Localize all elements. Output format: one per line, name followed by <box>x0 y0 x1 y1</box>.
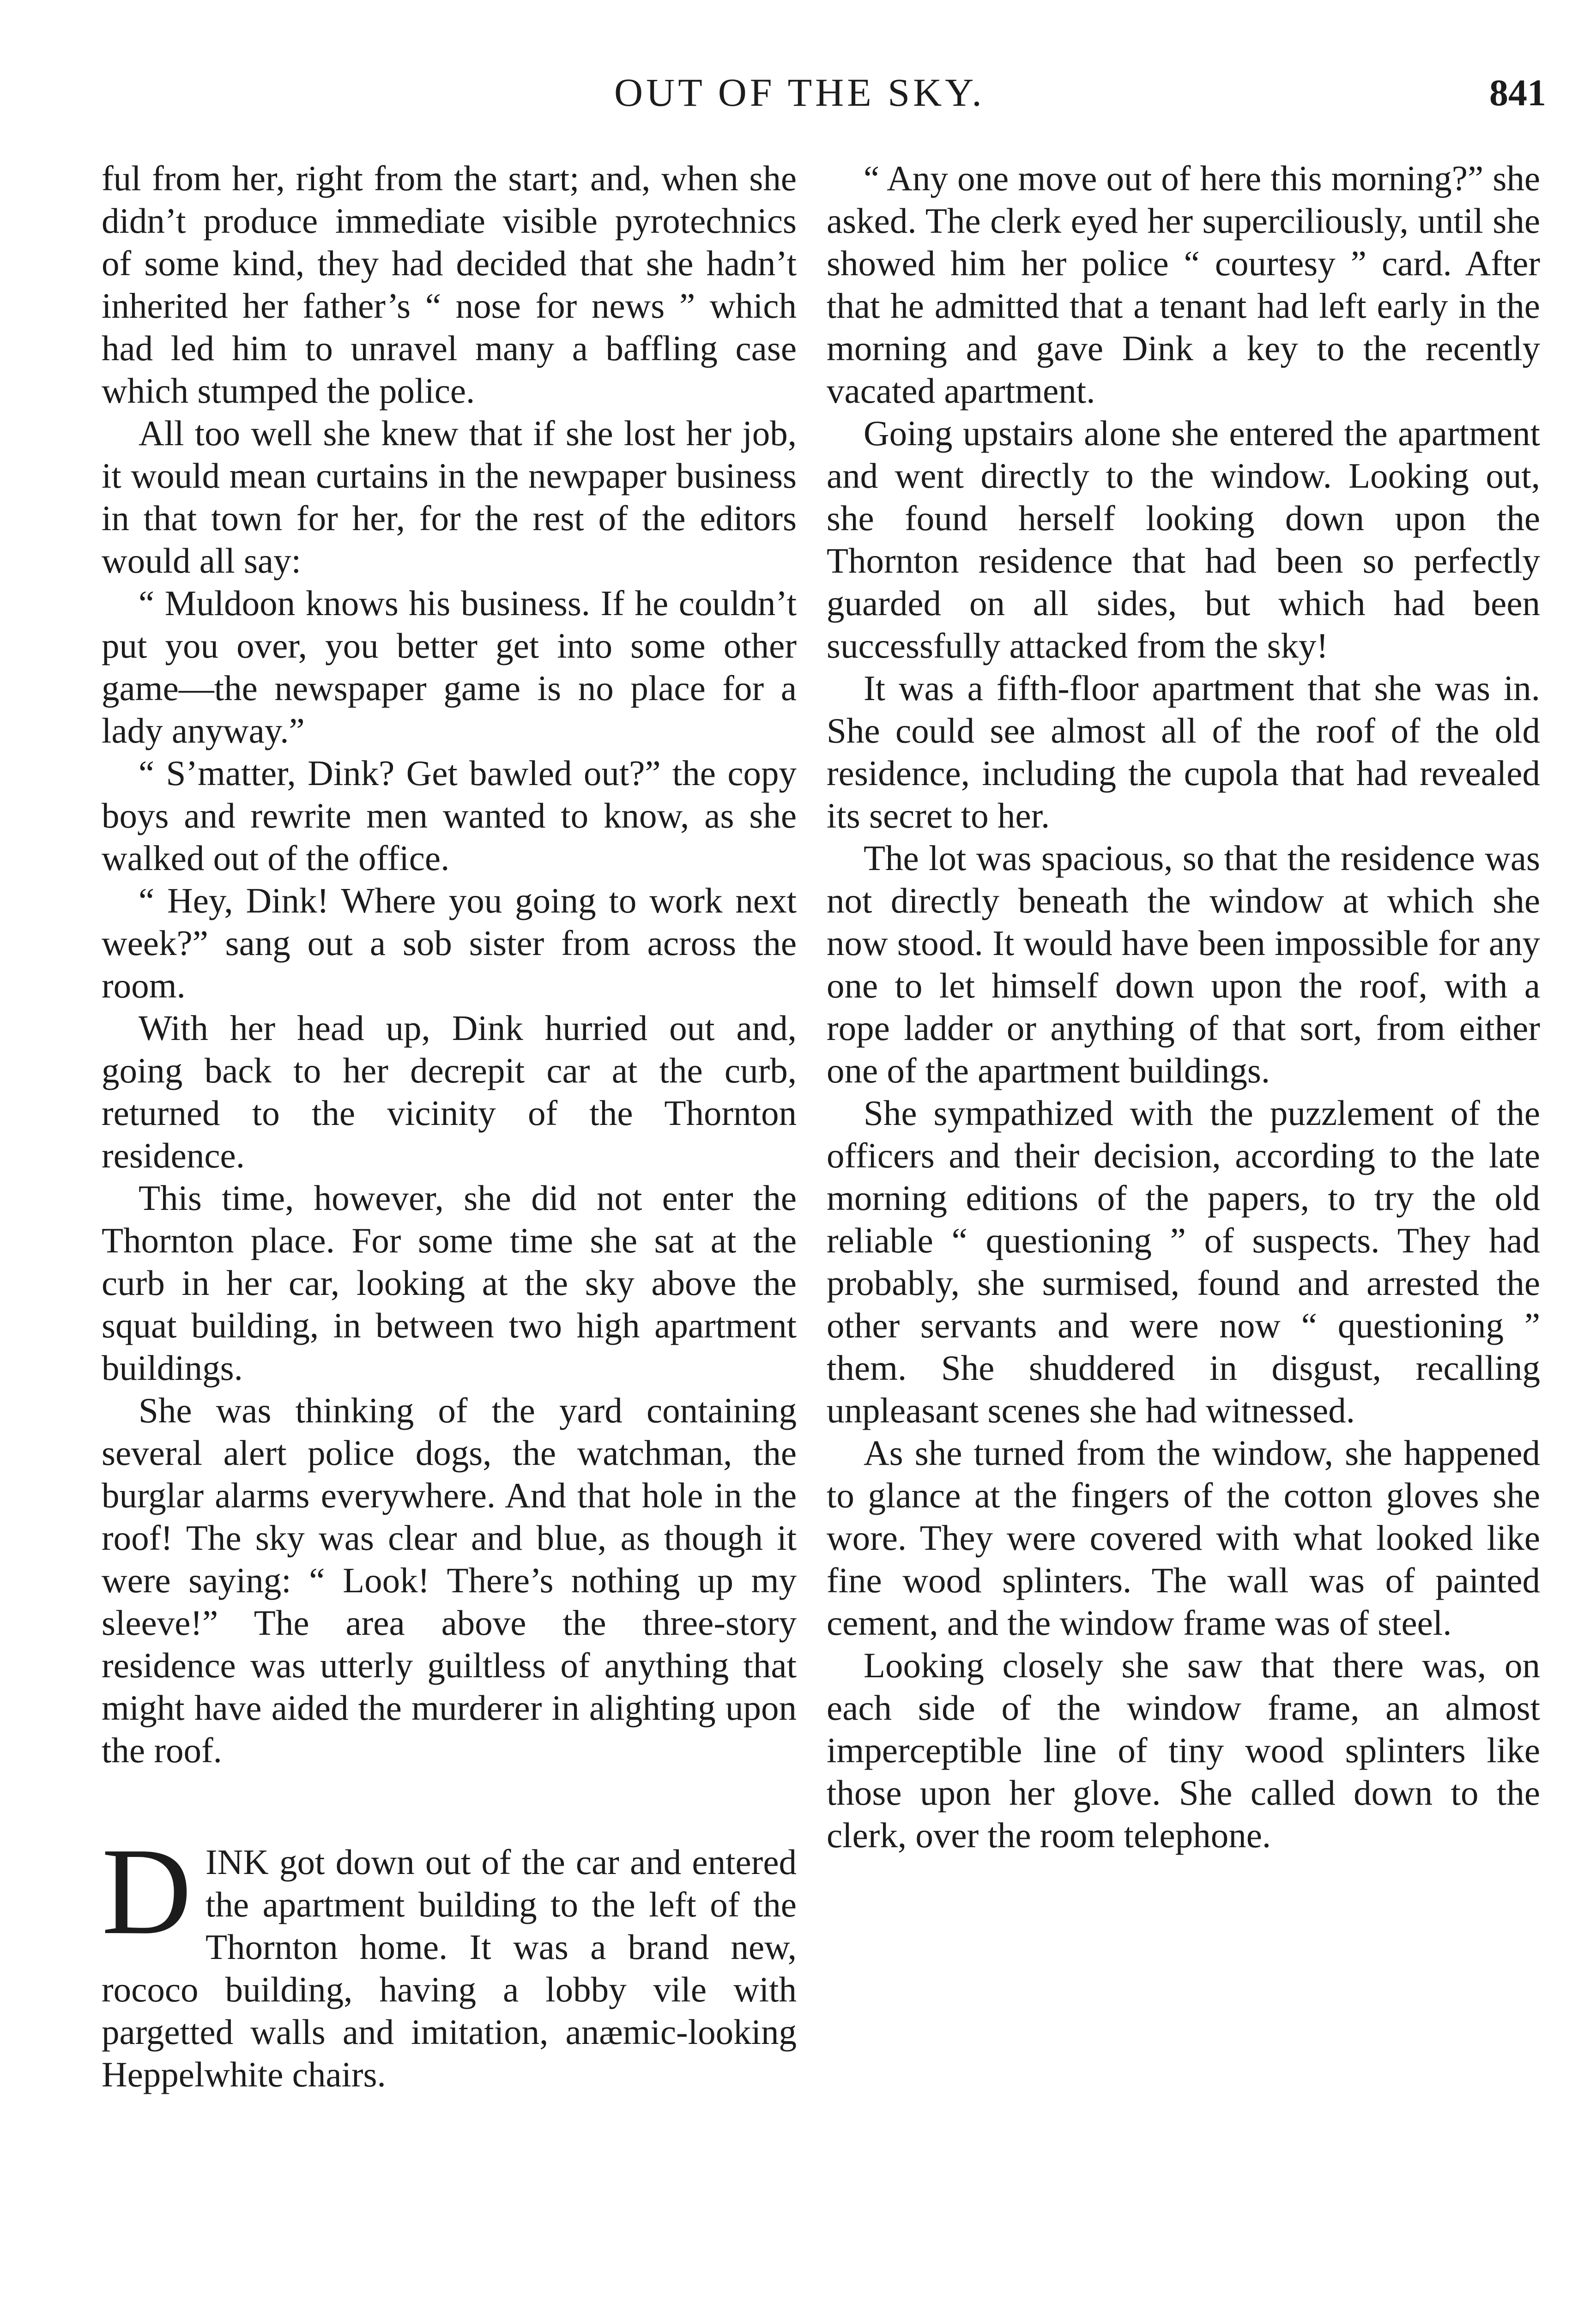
paragraph: She was thinking of the yard containing several alert police dogs, the watchman, the burglar alarms everywhere. And that hole in the roof! The sky was clear and blue, as though it were saying: “ Look! There’s nothing up my sleeve!” The area above the three-story residence was utterly guiltless of anything that might have aided the murderer in alighting upon the roof. <box>102 1390 797 1770</box>
paragraph: She sympathized with the puzzlement of the officers and their decision, according to the late morning editions of the papers, to try the old reliable “ questioning ” of suspects. They had probably, she surmised, found and arrested the other servants and were now “ questioning ” them. She shuddered in disgust, recalling unpleasant scenes she had witnessed. <box>827 1093 1540 1430</box>
paragraph-text: INK got down out of the car and entered the apartment building to the left of the Thornton home. It was a brand new, rococo building, having a lobby vile with pargetted walls and imitation, anæmic-looking Heppelwhite chairs. <box>102 1842 797 2094</box>
paragraph: With her head up, Dink hurried out and, going back to her decrepit car at the curb, returned to the vicinity of the Thornton residence. <box>102 1008 797 1175</box>
drop-cap: D <box>102 1822 192 1960</box>
paragraph: All too well she knew that if she lost her job, it would mean curtains in the newpaper business in that town for her, for the rest of the editors would all say: <box>102 413 797 580</box>
page-header <box>0 69 1596 125</box>
paragraph: ful from her, right from the start; and, when she didn’t produce immediate visible pyrotechnics of some kind, they had decided that she hadn’t inherited her father’s “ nose for news ” which had led him to unravel many a baffling case which stumped the police. <box>102 158 797 411</box>
paragraph: This time, however, she did not enter the Thornton place. For some time she sat at the curb in her car, looking at the sky above the squat building, in between two high apartment buildings. <box>102 1178 797 1388</box>
left-column <box>102 157 797 2096</box>
page-number: 841 <box>1489 72 1546 114</box>
paragraph: Going upstairs alone she entered the apartment and went directly to the window. Looking out, she found herself looking down upon the Thornton residence that had been so perfectly guarded on all sides, but which had been successfully attacked from the sky! <box>827 413 1540 665</box>
paragraph: “ Muldoon knows his business. If he couldn’t put you over, you better get into some other game—the newspaper game is no place for a lady anyway.” <box>102 583 797 750</box>
paragraph: As she turned from the window, she happened to glance at the fingers of the cotton gloves she wore. They were covered with what looked like fine wood splinters. The wall was of painted cement, and the window frame was of steel. <box>827 1433 1540 1643</box>
running-title: OUT OF THE SKY. <box>614 70 985 115</box>
paragraph: “ Any one move out of here this morning?” she asked. The clerk eyed her superciliously, until she showed him her police “ courtesy ” card. After that he admitted that a tenant had left early in the morning and gave Dink a key to the recently vacated apartment. <box>827 158 1540 411</box>
paragraph: “ Hey, Dink! Where you going to work next week?” sang out a sob sister from across the room. <box>102 881 797 1005</box>
paragraph: “ S’matter, Dink? Get bawled out?” the copy boys and rewrite men wanted to know, as she walked out of the office. <box>102 753 797 878</box>
paragraph: The lot was spacious, so that the residence was not directly beneath the window at which she now stood. It would have been impossible for any one to let himself down upon the roof, with a rope ladder or anything of that sort, from either one of the apartment buildings. <box>827 838 1540 1090</box>
right-column <box>827 157 1540 1856</box>
section-opening-paragraph <box>102 1822 797 2096</box>
paragraph: It was a fifth-floor apartment that she was in. She could see almost all of the roof of the old residence, including the cupola that had revealed its secret to her. <box>827 668 1540 835</box>
paragraph: Looking closely she saw that there was, on each side of the window frame, an almost imperceptible line of tiny wood splinters like those upon her glove. She called down to the clerk, over the room telephone. <box>827 1645 1540 1855</box>
